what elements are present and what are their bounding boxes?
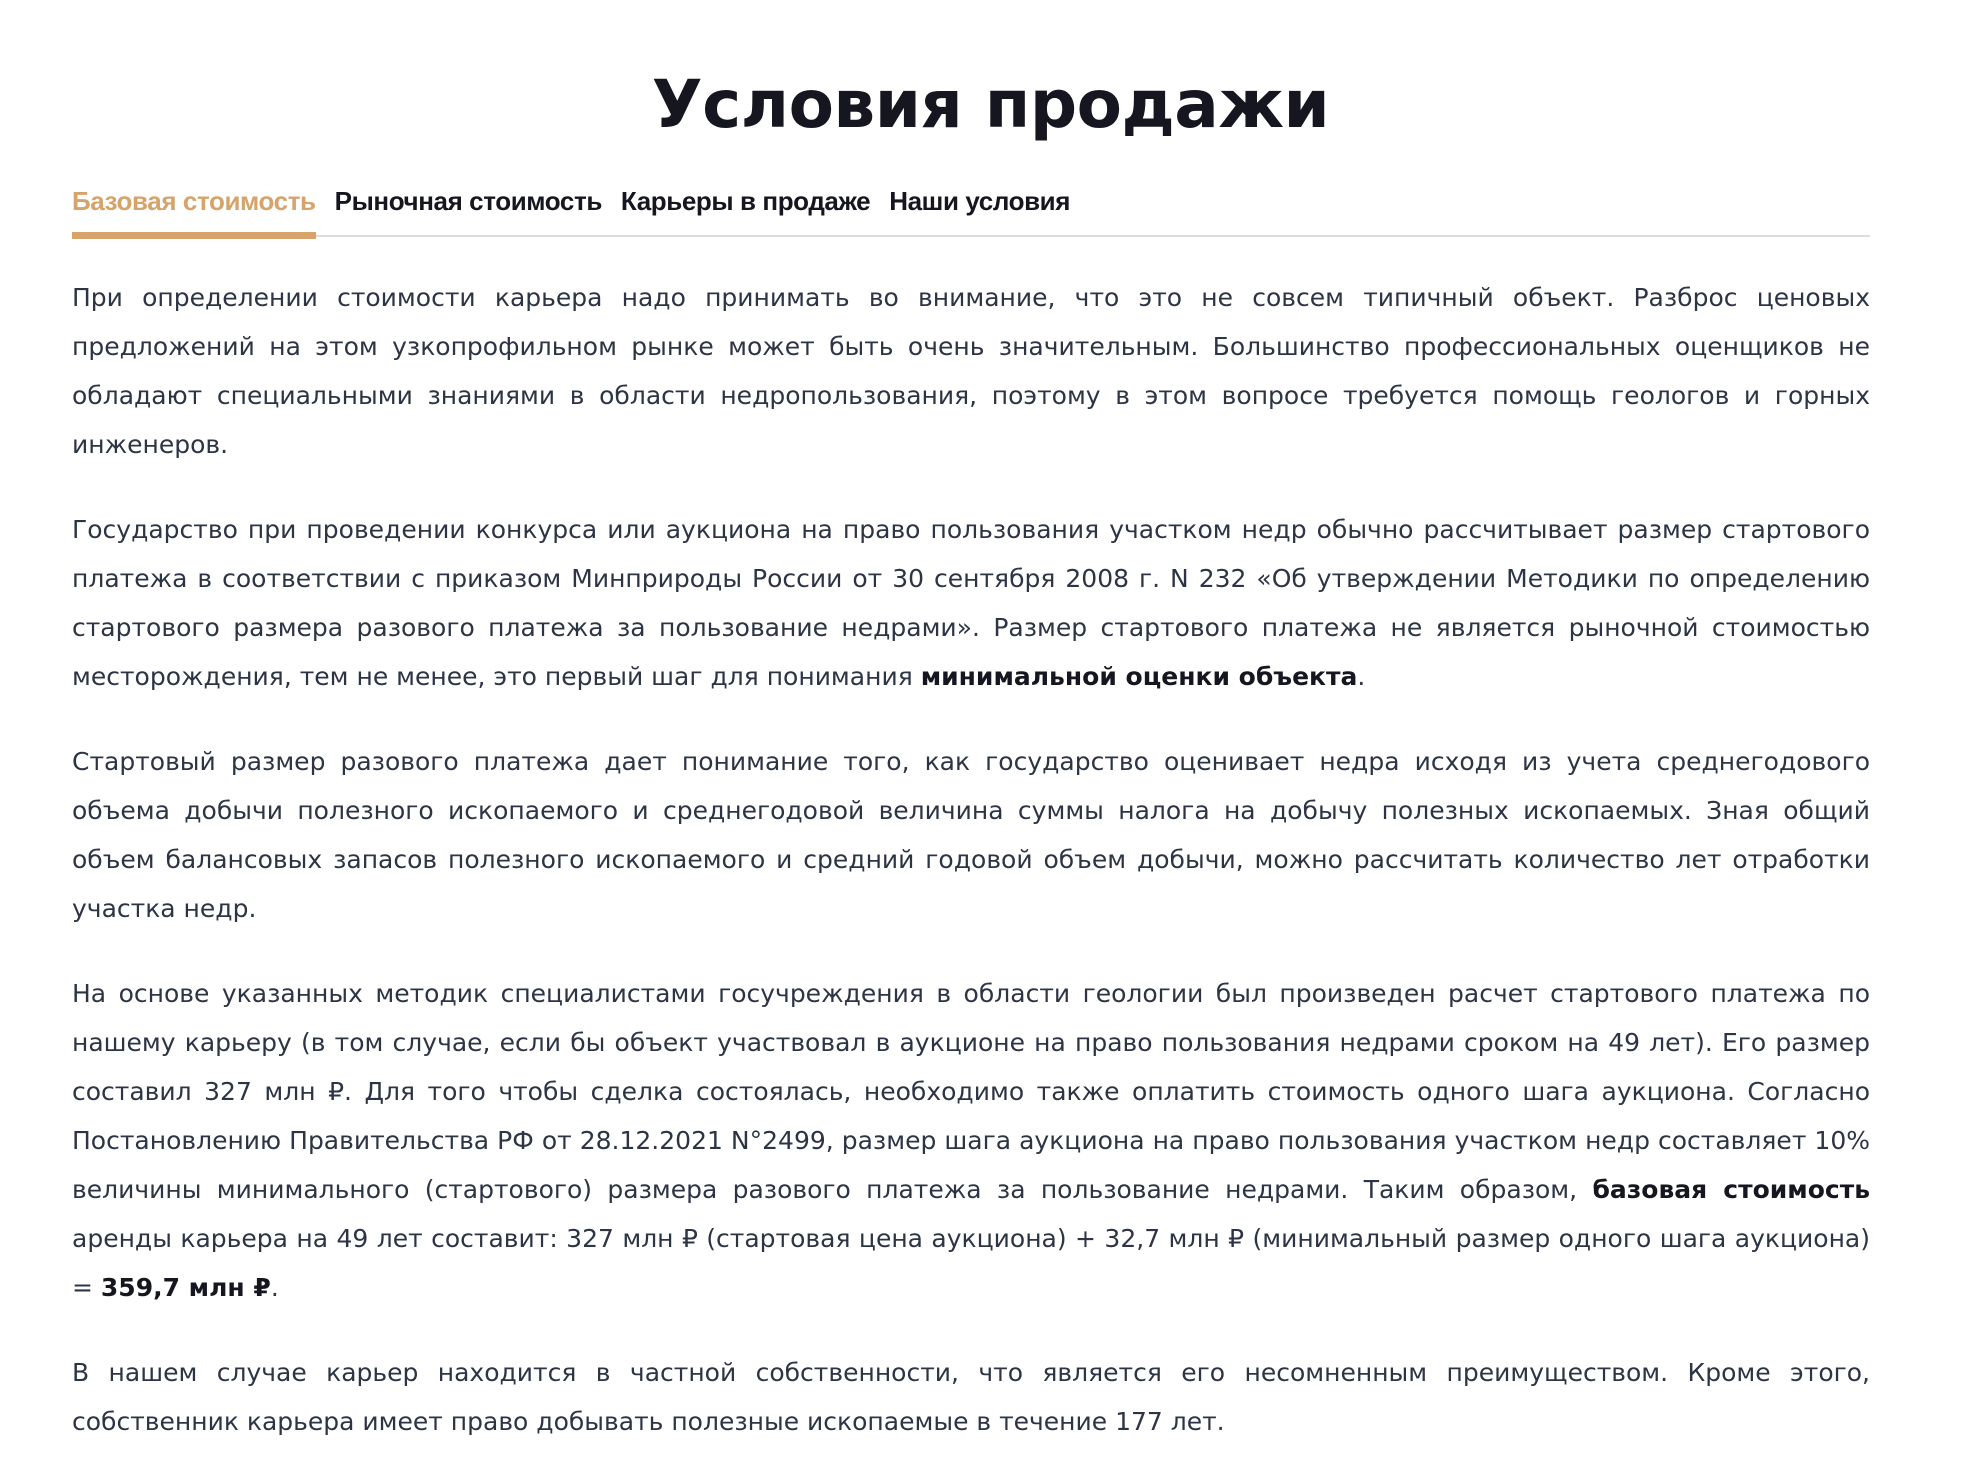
paragraph-5 xyxy=(72,1348,1870,1446)
paragraph-text: Стартовый размер разового платежа дает понимание того, как государство оценивает недра исходя из учета среднегодового объема добычи полезного ископаемого и среднегодовой величина суммы налога на добычу полезных ископаемых. Зная общий объем балансовых запасов полезного ископаемого и средний годовой объем добычи, можно рассчитать количество лет отработки участка недр. xyxy=(72,747,1870,923)
paragraph-text: В нашем случае карьер находится в частной собственности, что является его несомненным преимуществом. Кроме этого, собственник карьера имеет право добывать полезные ископаемые в течение 177 лет. xyxy=(72,1358,1870,1436)
page-title: Условия продажи xyxy=(651,66,1330,143)
paragraph-4 xyxy=(72,969,1870,1312)
paragraph-text: На основе указанных методик специалистами госучреждения в области геологии был произведен расчет стартового платежа по нашему карьеру (в том случае, если бы объект участвовал в аукционе на право пользования недрами сроком на 49 лет). Его размер составил 327 млн ₽. Для того чтобы сделка состоялась, необходимо также оплатить стоимость одного шага аукциона. Согласно Постановлению Правительства РФ от 28.12.2021 N°2499, размер шага аукциона на право пользования участком недр составляет 10% величины минимального (стартового) размера разового платежа за пользование недрами. Таким образом, xyxy=(72,979,1870,1204)
tab-market-cost[interactable]: Рыночная стоимость xyxy=(334,186,602,216)
tab-base-cost[interactable]: Базовая стоимость xyxy=(72,182,335,220)
paragraph-text: Государство при проведении конкурса или аукциона на право пользования участком недр обычно рассчитывает размер стартового платежа в соответствии с приказом Минприроды России от 30 сентября 2008 г. N 232 «Об утверждении Методики по определению стартового размера разового платежа за пользование недрами». Размер стартового платежа не является рыночной стоимостью месторождения, тем не менее, это первый шаг для понимания xyxy=(72,515,1870,691)
emphasis-total-price: 359,7 млн ₽ xyxy=(100,1273,271,1302)
paragraph-text: При определении стоимости карьера надо принимать во внимание, что это не совсем типичный объект. Разброс ценовых предложений на этом узкопрофильном рынке может быть очень значительным. Большинство профессиональных оценщиков не обладают специальными знаниями в области недропользования, поэтому в этом вопросе требуется помощь геологов и горных инженеров. xyxy=(72,283,1870,459)
tab-bar xyxy=(72,182,1870,240)
article-body xyxy=(72,273,1870,1482)
paragraph-text: . xyxy=(1357,662,1366,691)
paragraph-text: . xyxy=(270,1273,279,1302)
tab-our-terms[interactable]: Наши условия xyxy=(889,186,1071,216)
paragraph-text: аренды карьера на 49 лет составит: 327 млн ₽ (стартовая цена аукциона) + 32,7 млн ₽ (минимальный размер одного шага аукциона) = xyxy=(72,1224,1870,1302)
paragraph-2 xyxy=(72,505,1870,701)
emphasis-minimal-valuation: минимальной оценки объекта xyxy=(920,662,1358,691)
tab-quarries-for-sale[interactable]: Карьеры в продаже xyxy=(620,186,871,216)
paragraph-3 xyxy=(72,737,1870,933)
paragraph-1 xyxy=(72,273,1870,469)
emphasis-base-cost: базовая стоимость xyxy=(1592,1175,1871,1204)
